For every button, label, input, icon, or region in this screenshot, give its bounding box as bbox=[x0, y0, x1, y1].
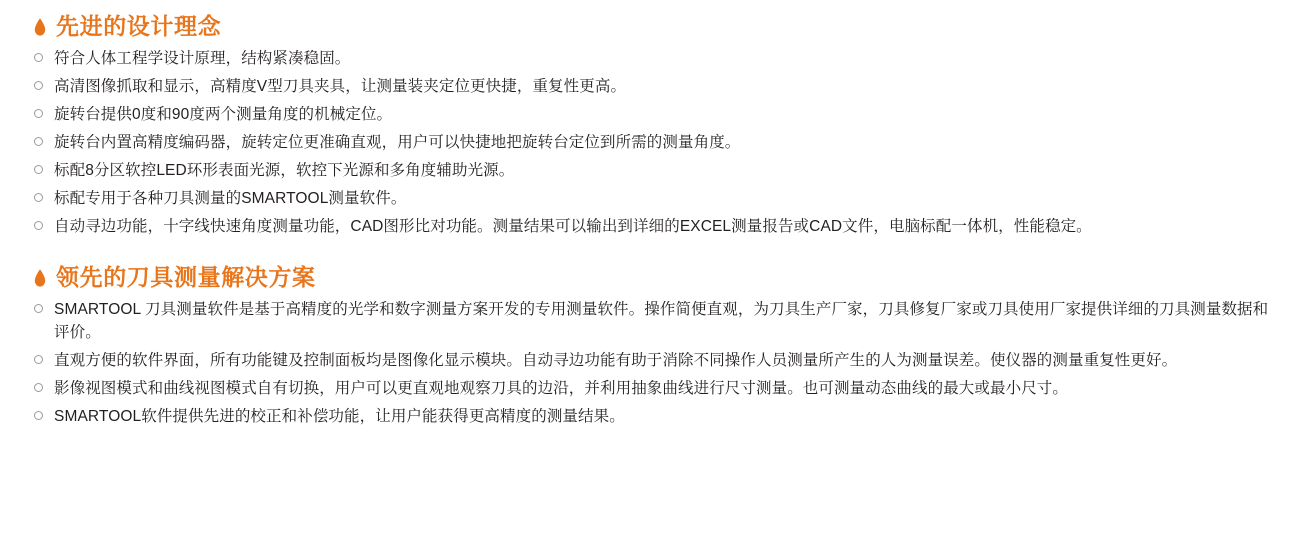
ring-bullet-icon bbox=[34, 383, 54, 392]
ring-bullet-icon bbox=[34, 304, 54, 313]
list-item-text: 影像视图模式和曲线视图模式自有切换，用户可以更直观地观察刀具的边沿，并利用抽象曲线进行尺寸测量。也可测量动态曲线的最大或最小尺寸。 bbox=[54, 379, 1069, 397]
list-item bbox=[30, 350, 1275, 373]
ring-bullet-icon bbox=[34, 355, 54, 364]
list-item-text: SMARTOOL软件提供先进的校正和补偿功能，让用户能获得更高精度的测量结果。 bbox=[54, 407, 625, 425]
section-heading bbox=[33, 14, 1275, 39]
ring-bullet-icon bbox=[34, 109, 54, 118]
list-item bbox=[30, 160, 1275, 183]
ring-bullet-icon bbox=[34, 53, 54, 62]
bullet-list bbox=[30, 299, 1275, 429]
list-item-text: 标配8分区软控LED环形表面光源，软控下光源和多角度辅助光源。 bbox=[54, 162, 515, 180]
list-item bbox=[30, 132, 1275, 155]
list-item-text: 高清图像抓取和显示，高精度V型刀具夹具，让测量装夹定位更快捷，重复性更高。 bbox=[54, 78, 627, 96]
ring-bullet-icon bbox=[34, 193, 54, 202]
section-heading bbox=[33, 265, 1275, 290]
drop-bullet-icon bbox=[33, 268, 47, 288]
list-item bbox=[30, 299, 1275, 345]
ring-bullet-icon bbox=[34, 165, 54, 174]
section-title: 领先的刀具测量解决方案 bbox=[56, 263, 316, 290]
section-design-philosophy bbox=[30, 14, 1275, 239]
list-item bbox=[30, 188, 1275, 211]
ring-bullet-icon bbox=[34, 221, 54, 230]
list-item bbox=[30, 76, 1275, 99]
list-item-text: SMARTOOL 刀具测量软件是基于高精度的光学和数字测量方案开发的专用测量软件。操作简便直观，为刀具生产厂家，刀具修复厂家或刀具使用厂家提供详细的刀具测量数据和评价。 bbox=[54, 301, 1269, 342]
list-item bbox=[30, 378, 1275, 401]
list-item-text: 符合人体工程学设计原理，结构紧凑稳固。 bbox=[54, 50, 351, 68]
section-measurement-solution bbox=[30, 265, 1275, 429]
list-item-text: 自动寻边功能，十字线快速角度测量功能，CAD图形比对功能。测量结果可以输出到详细的EXCEL测量报告或CAD文件，电脑标配一体机，性能稳定。 bbox=[54, 217, 1092, 235]
list-item-text: 旋转台内置高精度编码器，旋转定位更准确直观，用户可以快捷地把旋转台定位到所需的测量角度。 bbox=[54, 134, 741, 152]
list-item-text: 旋转台提供0度和90度两个测量角度的机械定位。 bbox=[54, 106, 393, 124]
list-item bbox=[30, 104, 1275, 127]
list-item bbox=[30, 48, 1275, 71]
list-item bbox=[30, 216, 1275, 239]
list-item-text: 标配专用于各种刀具测量的SMARTOOL测量软件。 bbox=[54, 189, 407, 207]
ring-bullet-icon bbox=[34, 81, 54, 90]
bullet-list bbox=[30, 48, 1275, 239]
list-item bbox=[30, 406, 1275, 429]
ring-bullet-icon bbox=[34, 137, 54, 146]
drop-bullet-icon bbox=[33, 17, 47, 37]
list-item-text: 直观方便的软件界面，所有功能键及控制面板均是图像化显示模块。自动寻边功能有助于消除不同操作人员测量所产生的人为测量误差。使仪器的测量重复性更好。 bbox=[54, 352, 1178, 370]
ring-bullet-icon bbox=[34, 411, 54, 420]
section-title: 先进的设计理念 bbox=[56, 13, 222, 39]
